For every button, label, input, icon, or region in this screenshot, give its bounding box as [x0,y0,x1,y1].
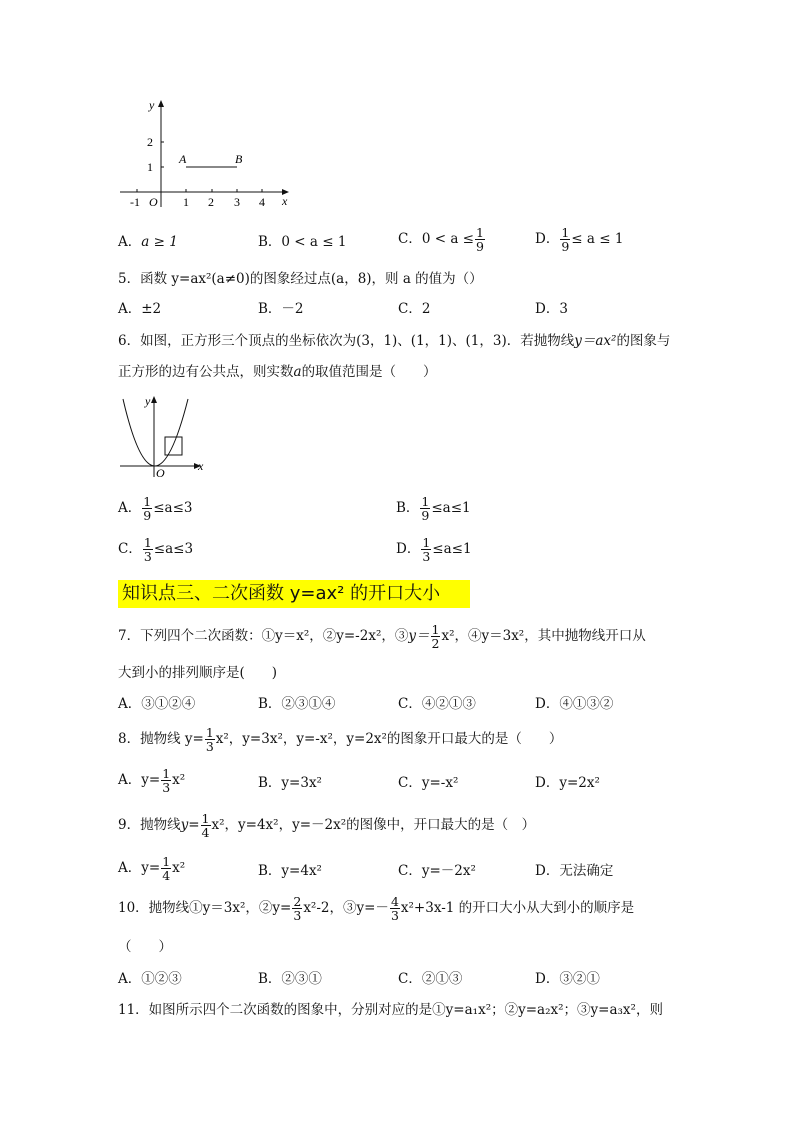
fraction: $\frac{1}{3}$ [143,535,152,564]
q4-option-d[interactable]: D． $\frac{1}{9}$ ≤ a ≤ 1 [535,225,624,254]
q4-option-c[interactable]: C．0 < a ≤ $\frac{1}{9}$ [398,225,484,254]
q8-stem: 8．抛物线 y= $\frac{1}{3}$ x²，y=3x²，y=-x²，y=2x²的图象开口最大的是（ ） [118,725,563,754]
q10-option-a[interactable]: A．①②③ [118,971,182,987]
x-tick-label: -1 [130,195,140,209]
q6-option-c[interactable]: C． $\frac{1}{3}$ ≤a≤3 [118,535,194,564]
fraction: $\frac{1}{9}$ [421,494,430,523]
q7-option-b[interactable]: B．②③①④ [258,696,336,712]
section-heading: 知识点三、二次函数 y=ax² 的开口大小 [118,580,470,608]
q10-option-b[interactable]: B．②③① [258,971,322,987]
origin-label: O [156,466,165,478]
q6-stem-line2: 正方形的边有公共点，则实数a的取值范围是（ ） [118,364,437,380]
q6-stem-line1: 6．如图，正方形三个顶点的坐标依次为(3，1)、(1，1)、(1，3)．若抛物线y＝ax²的图象与 [118,333,671,349]
fraction: $\frac{1}{9}$ [561,225,570,254]
fraction: $\frac{1}{2}$ [431,622,440,651]
fraction: $\frac{1}{9}$ [475,225,484,254]
y-axis-arrow [158,100,164,107]
q4-option-a[interactable]: A．a ≥ 1 [118,234,178,250]
q6-option-a[interactable]: A． $\frac{1}{9}$ ≤a≤3 [118,494,193,523]
q7-stem-line2: 大到小的排列顺序是( ) [118,665,278,681]
q6-option-d[interactable]: D． $\frac{1}{3}$ ≤a≤1 [396,535,472,564]
x-tick-label: 1 [183,195,189,209]
fraction: $\frac{4}{3}$ [390,894,399,923]
q8-option-c[interactable]: C．y=-x² [398,775,459,791]
fraction: $\frac{1}{4}$ [201,811,210,840]
q10-option-d[interactable]: D．③②① [535,971,600,987]
q4-option-b[interactable]: B．0 < a ≤ 1 [258,234,347,250]
y-tick-label: 1 [147,160,153,174]
q10-option-c[interactable]: C．②①③ [398,971,463,987]
parabola-curve [123,399,188,466]
x-tick-label: 4 [259,195,265,209]
figure-parabola-square [118,393,213,478]
q5-option-a[interactable]: A．±2 [118,301,162,317]
square [165,437,182,455]
q7-option-a[interactable]: A．③①②④ [118,696,196,712]
q5-stem: 5．函数 y=ax²(a≠0)的图象经过点(a，8)，则 a 的值为（） [118,271,483,287]
x-axis-label: x [282,194,288,208]
fraction: $\frac{1}{3}$ [422,535,431,564]
q9-option-d[interactable]: D．无法确定 [535,863,614,879]
point-a-label: A [179,152,187,166]
fraction: $\frac{1}{9}$ [143,494,152,523]
fraction: $\frac{2}{3}$ [293,894,302,923]
figure-segment-ab [115,95,295,210]
q7-option-c[interactable]: C．④②①③ [398,696,476,712]
fraction: $\frac{1}{3}$ [205,725,214,754]
q9-option-c[interactable]: C．y=－2x² [398,863,476,879]
q7-stem-line1: 7．下列四个二次函数：①y＝x²，②y=-2x²，③y＝ $\frac{1}{2}$ x²，④y＝3x²，其中抛物线开口从 [118,622,646,651]
q5-option-d[interactable]: D．3 [535,301,568,317]
q10-stem-line1: 10．抛物线①y＝3x²，②y= $\frac{2}{3}$ x²-2，③y=－ $\frac{4}{3}$ x²+3x-1 的开口大小从大到小的顺序是 [118,894,635,923]
x-tick-label: 2 [208,195,214,209]
q9-option-a[interactable]: A．y= $\frac{1}{4}$ x² [118,854,186,883]
q9-option-b[interactable]: B．y=4x² [258,863,322,879]
x-axis-label: x [198,459,204,473]
q5-option-c[interactable]: C．2 [398,301,431,317]
q11-stem: 11．如图所示四个二次函数的图象中，分别对应的是①y=a₁x²；②y=a₂x²；③y=a₃x²，则 [118,1002,663,1018]
y-axis-label: y [149,98,155,112]
origin-label: O [149,195,158,209]
q10-stem-line2: （ ） [118,939,172,955]
q9-stem: 9．抛物线y= $\frac{1}{4}$ x²，y=4x²，y=－2x²的图像中，开口最大的是（ ） [118,811,536,840]
q7-option-d[interactable]: D．④①③② [535,696,614,712]
q8-option-a[interactable]: A．y= $\frac{1}{3}$ x² [118,766,186,795]
q5-option-b[interactable]: B．－2 [258,301,304,317]
q6-option-b[interactable]: B． $\frac{1}{9}$ ≤a≤1 [396,494,471,523]
fraction: $\frac{1}{4}$ [162,854,171,883]
x-tick-label: 3 [234,195,240,209]
q8-option-b[interactable]: B．y=3x² [258,775,322,791]
y-tick-label: 2 [147,135,153,149]
point-b-label: B [235,152,243,166]
q8-option-d[interactable]: D．y=2x² [535,775,600,791]
y-axis-arrow [151,396,157,403]
y-axis-label: y [145,394,151,408]
fraction: $\frac{1}{3}$ [162,766,171,795]
